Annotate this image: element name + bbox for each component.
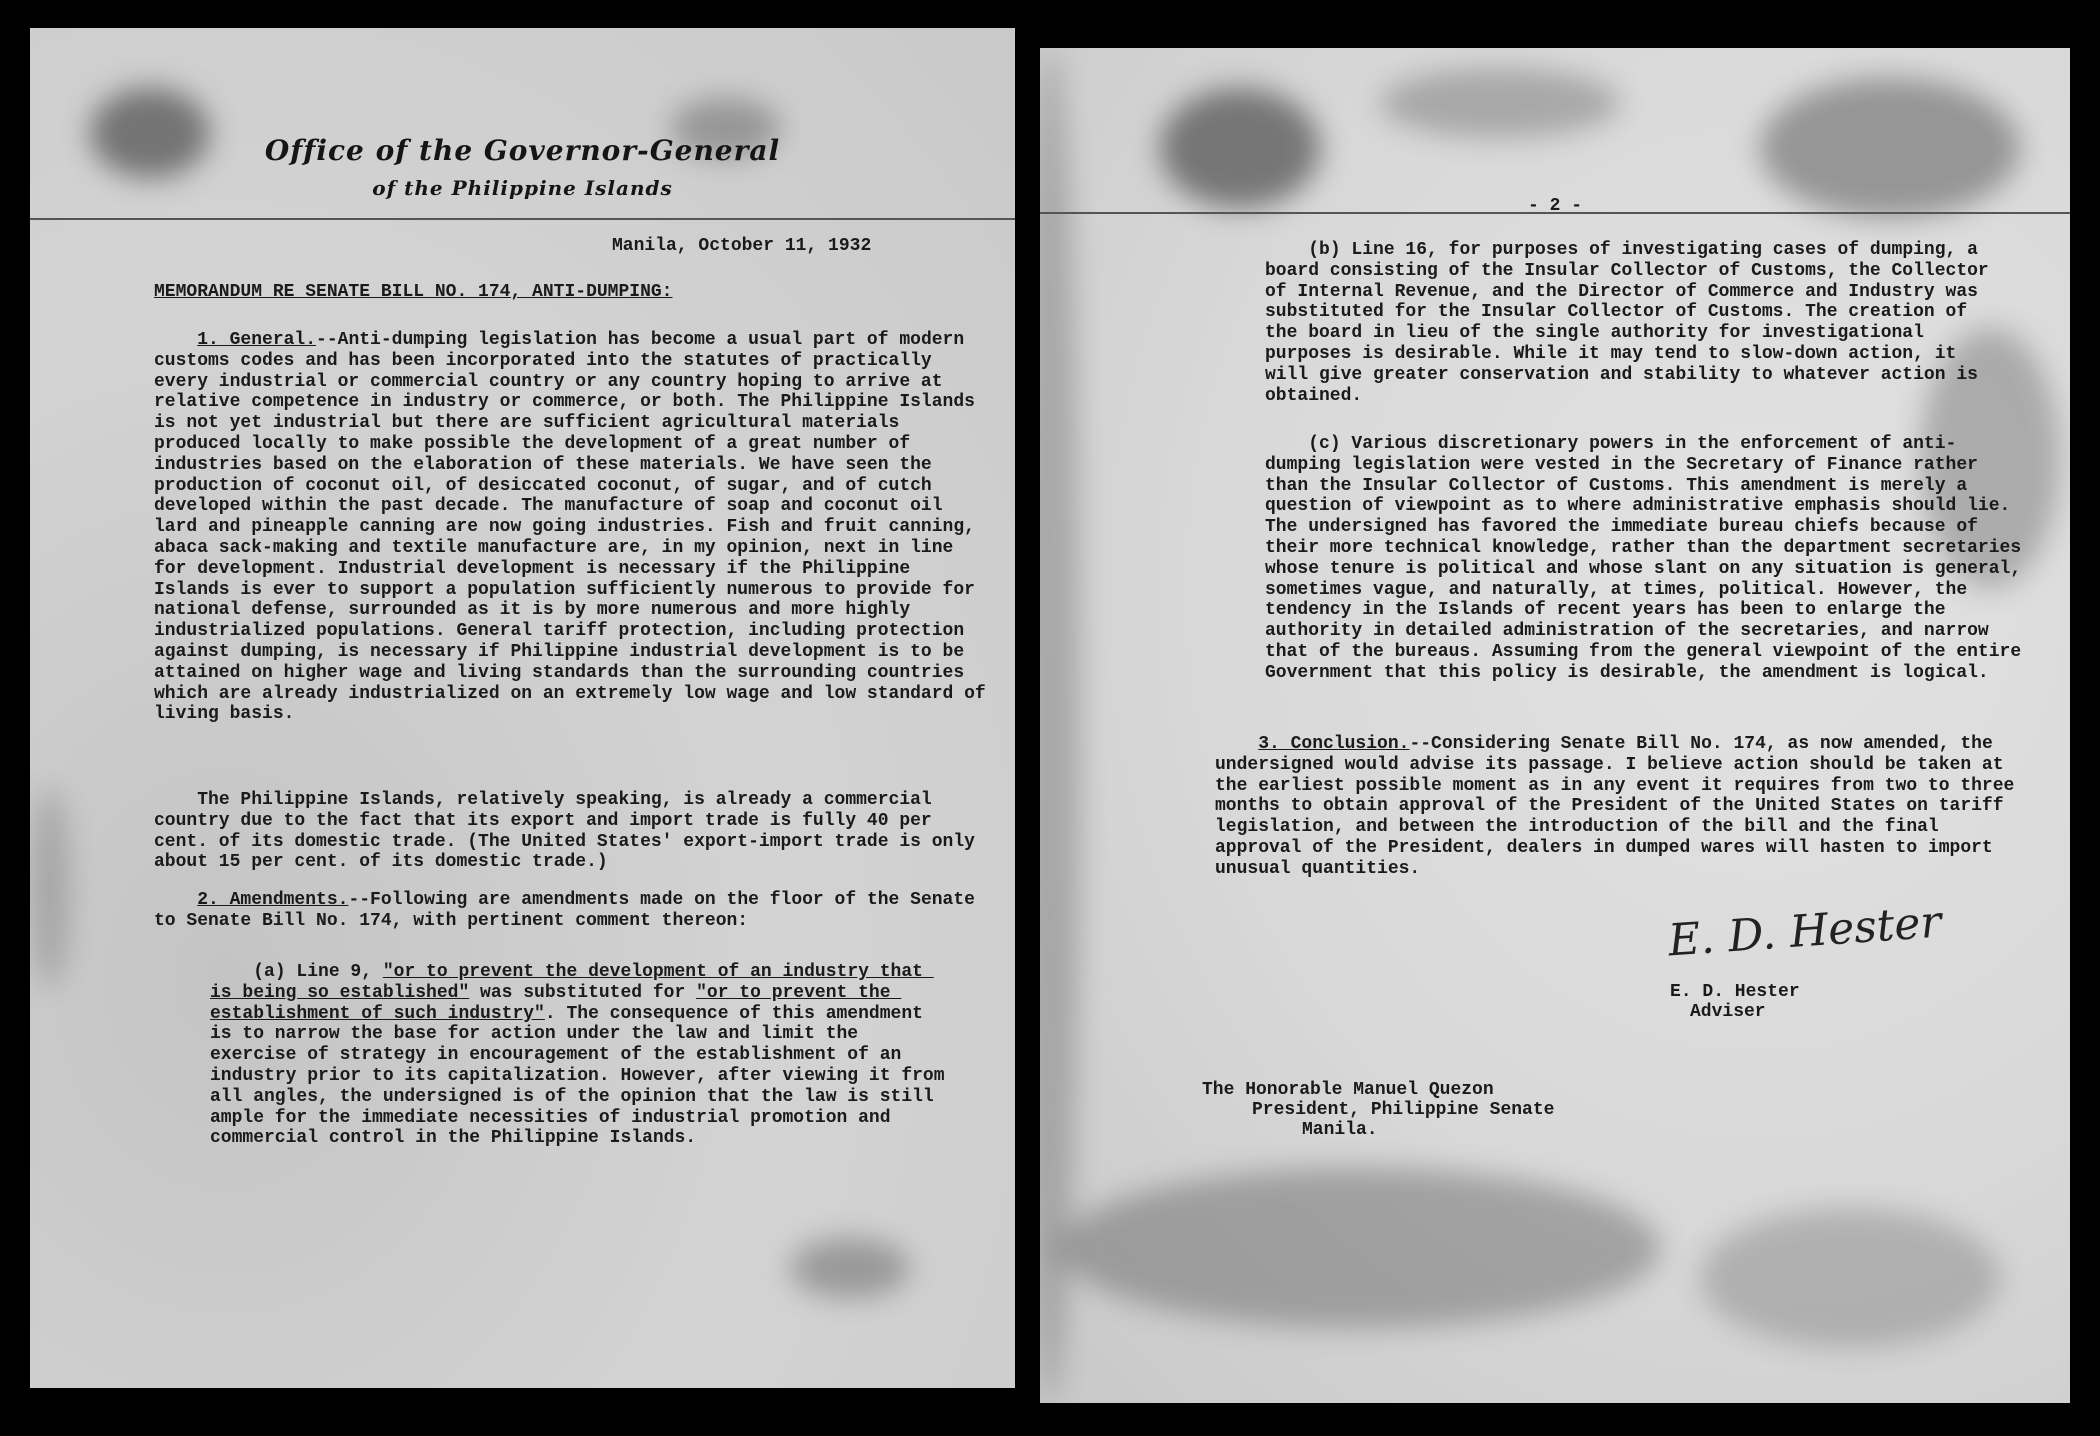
section-text: --Following are amendments made on the floor of the Senate to Senate Bill No. 174, with pertinent comment thereon: [154,890,986,931]
section-text: --Considering Senate Bill No. 174, as now amended, the undersigned would advise its passage. I believe action should be taken at the earliest possible moment as in any event it requires from two to three months to obtain approval of the President of the United States on tariff legislation, and between the introduction of the bill and the final approval of the President, dealers in dumped wares will hasten to import unusual quantities. [1215,734,2026,879]
section-conclusion [1215,734,2026,880]
amendment-middle: was substituted for [469,982,697,1003]
amendment-quote-new: "or to prevent the development of an industry that is being so established" [210,962,934,1003]
paragraph-commercial [154,790,994,873]
amendment-text: (c) Various discretionary powers in the enforcement of anti-dumping legislation were vested in the Secretary of Finance rather than the Insular Collector of Customs. This amendment is merely a question of viewpoint as to where administrative emphasis should lie. The undersigned has favored the immediate bureau chiefs because of their more technical knowledge, rather than the department secretaries whose tenure is political and whose slant on any situation is general, sometimes vague, and naturally, at times, political. However, the tendency in the Islands of recent years has been to enlarge the authority in detailed administration of the secretaries, and narrow that of the bureaus. Assuming from the general viewpoint of the entire Government that this policy is desirable, the amendment is logical. [1265,434,2032,683]
amendment-a [210,962,956,1149]
signer-title: Adviser [1690,1002,1766,1022]
signer-name: E. D. Hester [1670,982,1800,1002]
section-text: --Anti-dumping legislation has become a usual part of modern customs codes and has been incorporated into the statutes of practically every industrial or commercial country or any country hoping to arrive at relative competence in industry or commerce, or both. The Philippine Islands is not yet industrial but there are sufficient agricultural materials produced locally to make possible the development of a great number of industries based on the elaboration of these materials. We have seen the production of coconut oil, of desiccated coconut, of sugar, and of cutch developed within the past decade. The manufacture of soap and coconut oil lard and pineapple canning are now going industries. Fish and fruit canning, abaca sack-making and textile manufacture are, in my opinion, next in line for development. Industrial development is necessary if the Philippine Islands is ever to support a population sufficiently numerous to provide for national defense, surrounded as it is by more numerous and more highly industrialized populations. General tariff protection, including protection against dumping, is necessary if Philippine industrial development is to be attained on higher wage and living standards than the surrounding countries which are already industrialized on an extremely low wage and low standard of living basis. [154,330,997,725]
letterhead-rule [30,218,1015,220]
handwritten-signature: E. D. Hester [1666,896,1943,967]
memo-date: Manila, October 11, 1932 [612,236,872,256]
amendment-text: (b) Line 16, for purposes of investigating cases of dumping, a board consisting of the Insular Collector of Customs, the Collector of Internal Revenue, and the Director of Commerce and Industry was substituted for the Insular Collector of Customs. The creation of the board in lieu of the single authority for investigational purposes is desirable. While it may tend to slow-down action, it will give greater conservation and stability to whatever action is obtained. [1265,240,2000,406]
amendment-quote-old: "or to prevent the establishment of such industry" [210,982,902,1024]
amendment-b [1265,240,2005,406]
addressee-city: Manila. [1302,1120,1378,1140]
memo-title: MEMORANDUM RE SENATE BILL NO. 174, ANTI-DUMPING: [154,282,673,302]
amendment-c [1265,434,2032,684]
section-heading: 3. Conclusion. [1258,734,1410,754]
section-heading: 2. Amendments. [197,890,349,910]
letterhead-title: Office of the Governor-General [264,134,781,167]
page-number: - 2 - [1527,196,1582,216]
document-page-1 [30,28,1015,1388]
addressee-title: President, Philippine Senate [1252,1100,1555,1120]
section-amendments [154,890,994,932]
addressee-name: The Honorable Manuel Quezon [1202,1080,1494,1100]
section-general [154,330,997,725]
section-heading: 1. General. [197,330,317,350]
paragraph-text: The Philippine Islands, relatively speaking, is already a commercial country due to the fact that its export and import trade is fully 40 per cent. of its domestic trade. (The United States' export-import trade is only about 15 per cent. of its domestic trade.) [154,790,986,873]
amendment-prefix: (a) Line 9, [253,962,383,982]
letterhead-subtitle: of the Philippine Islands [372,176,673,200]
amendment-text: . The consequence of this amendment is to narrow the base for action under the law and limit the exercise of strategy in encouragement of the establishment of an industry prior to its capitalization. However, after viewing it from all angles, the undersigned is of the opinion that the law is still ample for the immediate necessities of industrial promotion and commercial control in the Philippine Islands. [210,1003,956,1149]
document-page-2 [1040,48,2070,1403]
